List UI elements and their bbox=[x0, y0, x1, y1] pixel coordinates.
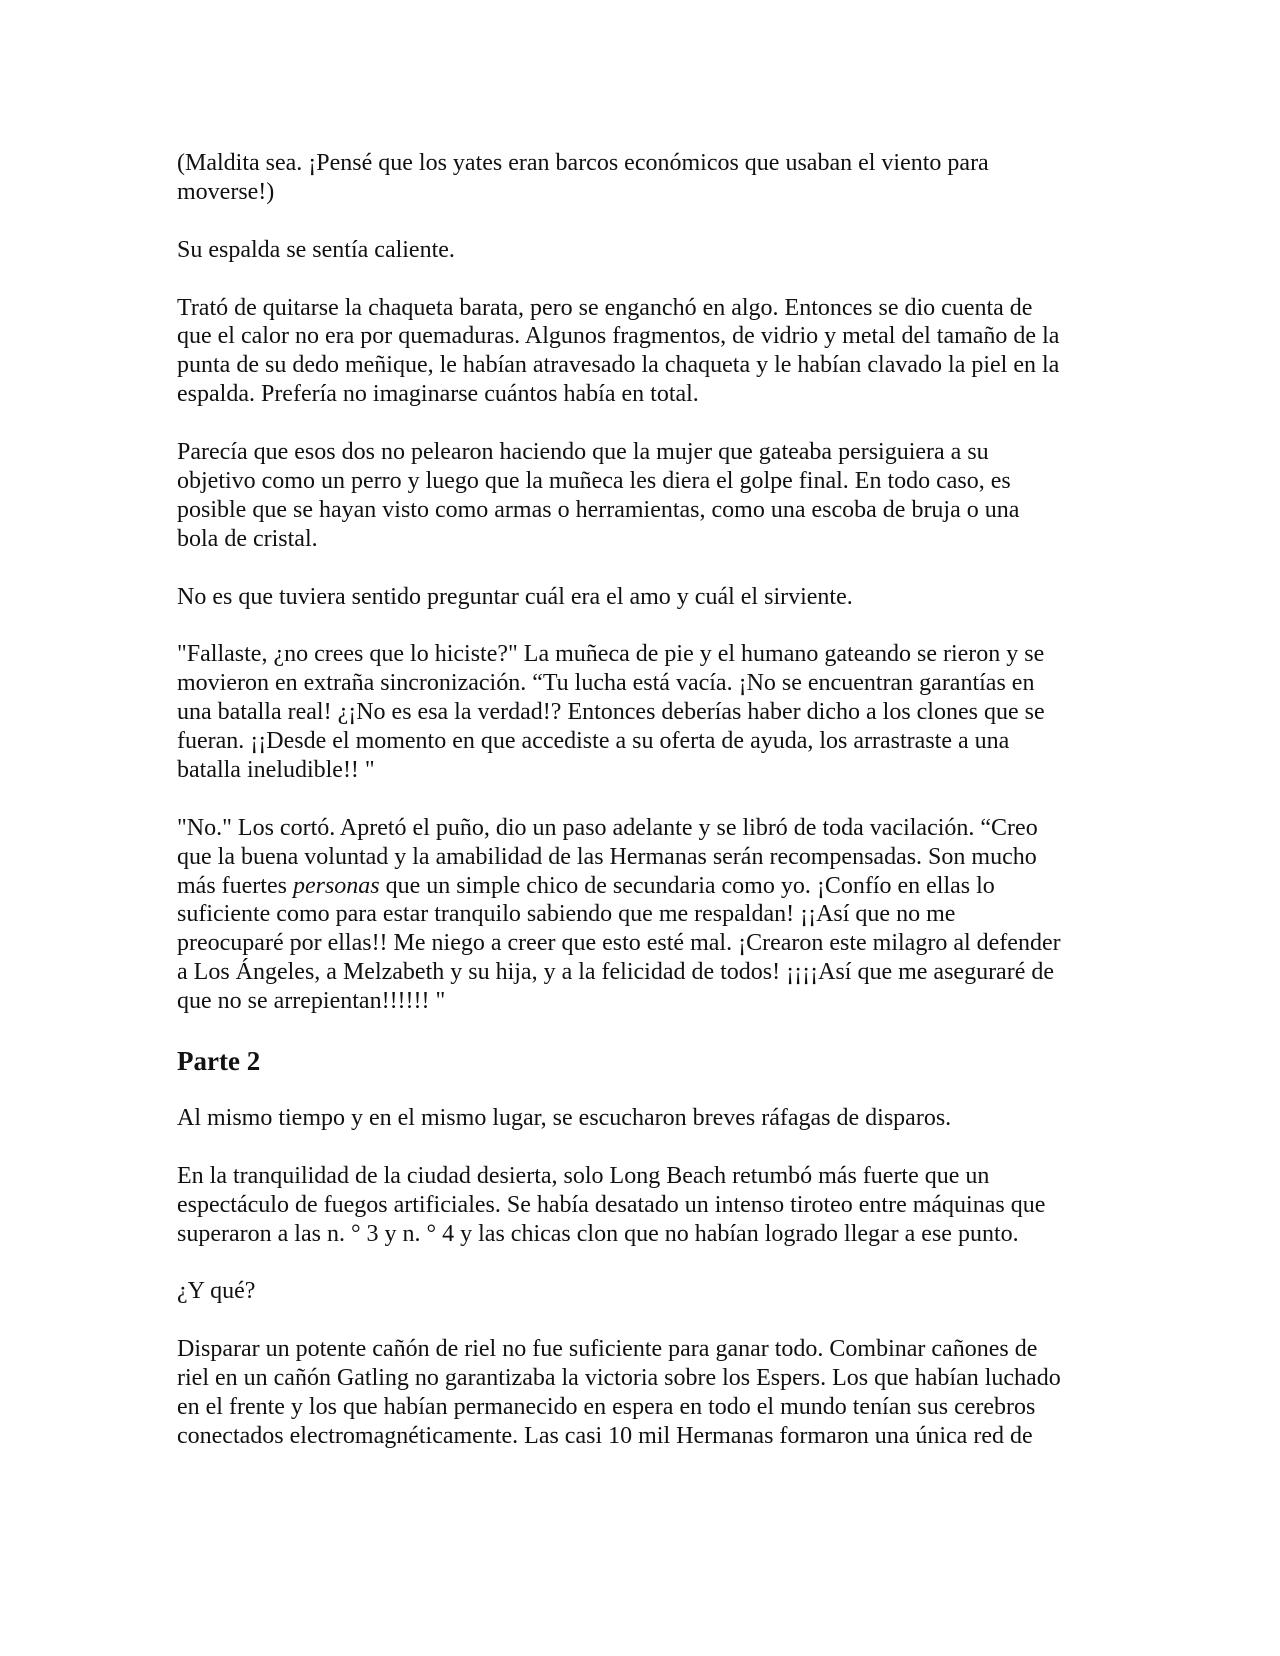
paragraph bbox=[177, 149, 1117, 207]
paragraph bbox=[177, 814, 1117, 1016]
text-line: ¿Y qué? bbox=[177, 1278, 256, 1305]
text-line: que el calor no era por quemaduras. Algunos fragmentos, de vidrio y metal del tamaño de la bbox=[177, 323, 1060, 350]
text-line: batalla ineludible!! " bbox=[177, 756, 375, 783]
text-line: preocuparé por ellas!! Me niego a creer que esto esté mal. ¡Crearon este milagro al defender bbox=[177, 930, 1061, 957]
text-line: Disparar un potente cañón de riel no fue suficiente para ganar todo. Combinar cañones de bbox=[177, 1336, 1038, 1363]
text-line: moverse!) bbox=[177, 178, 275, 205]
paragraph bbox=[177, 294, 1117, 410]
paragraph bbox=[177, 438, 1117, 554]
text-line bbox=[177, 872, 1117, 901]
text-line: suficiente como para estar tranquilo sabiendo que me respaldan! ¡¡Así que no me bbox=[177, 901, 956, 928]
text-line: Al mismo tiempo y en el mismo lugar, se escucharon breves ráfagas de disparos. bbox=[177, 1104, 952, 1131]
text-line: superaron a las n. ° 3 y n. ° 4 y las chicas clon que no habían logrado llegar a ese punto. bbox=[177, 1220, 1019, 1247]
text-line: posible que se hayan visto como armas o herramientas, como una escoba de bruja o una bbox=[177, 496, 1020, 523]
text-line: (Maldita sea. ¡Pensé que los yates eran barcos económicos que usaban el viento para bbox=[177, 150, 989, 176]
paragraph bbox=[177, 1277, 1117, 1306]
text-line: bola de cristal. bbox=[177, 525, 318, 552]
text-line: No es que tuviera sentido preguntar cuál era el amo y cuál el sirviente. bbox=[177, 583, 853, 610]
text-line: espalda. Prefería no imaginarse cuántos había en total. bbox=[177, 381, 699, 408]
paragraphs-before-heading bbox=[177, 149, 1117, 785]
text-line: "Fallaste, ¿no crees que lo hiciste?" La muñeca de pie y el humano gateando se rieron y se bbox=[177, 641, 1045, 668]
text-line: Trató de quitarse la chaqueta barata, pero se enganchó en algo. Entonces se dio cuenta de bbox=[177, 294, 1033, 321]
text-segment: que un simple chico de secundaria como yo. ¡Confío en ellas lo bbox=[379, 872, 995, 899]
paragraph bbox=[177, 1162, 1117, 1249]
text-line: riel en un cañón Gatling no garantizaba la victoria sobre los Espers. Los que habían luchado bbox=[177, 1365, 1061, 1392]
text-line: espectáculo de fuegos artificiales. Se había desatado un intenso tiroteo entre máquinas que bbox=[177, 1191, 1046, 1218]
paragraph bbox=[177, 1335, 1117, 1451]
text-line: fueran. ¡¡Desde el momento en que accediste a su oferta de ayuda, los arrastraste a una bbox=[177, 728, 1010, 755]
document-page bbox=[177, 149, 1117, 1480]
section-heading: Parte 2 bbox=[177, 1045, 261, 1076]
text-line: "No." Los cortó. Apretó el puño, dio un paso adelante y se libró de toda vacilación. “Creo bbox=[177, 814, 1038, 841]
text-line: a Los Ángeles, a Melzabeth y su hija, y a la felicidad de todos! ¡¡¡¡Así que me aseguraré de bbox=[177, 959, 1055, 986]
text-line: una batalla real! ¿¡No es esa la verdad!? Entonces deberías haber dicho a los clones que se bbox=[177, 699, 1045, 726]
text-line: En la tranquilidad de la ciudad desierta, solo Long Beach retumbó más fuerte que un bbox=[177, 1162, 990, 1189]
paragraphs-after-heading bbox=[177, 1104, 1117, 1451]
paragraph bbox=[177, 1104, 1117, 1133]
text-line: en el frente y los que habían permanecido en espera en todo el mundo tenían sus cerebros bbox=[177, 1394, 1036, 1420]
text-line: que la buena voluntad y la amabilidad de las Hermanas serán recompensadas. Son mucho bbox=[177, 843, 1037, 870]
paragraph bbox=[177, 640, 1117, 785]
italic-text: personas bbox=[292, 872, 380, 899]
text-line: Parecía que esos dos no pelearon haciendo que la mujer que gateaba persiguiera a su bbox=[177, 439, 989, 466]
text-line: Su espalda se sentía caliente. bbox=[177, 236, 455, 263]
text-line: conectados electromagnéticamente. Las casi 10 mil Hermanas formaron una única red de bbox=[177, 1422, 1033, 1449]
text-line: objetivo como un perro y luego que la muñeca les diera el golpe final. En todo caso, es bbox=[177, 467, 1011, 494]
paragraph bbox=[177, 583, 1117, 612]
text-line: que no se arrepientan!!!!!! " bbox=[177, 988, 446, 1015]
text-segment: más fuertes bbox=[177, 872, 293, 899]
paragraph bbox=[177, 236, 1117, 265]
text-line: punta de su dedo meñique, le habían atravesado la chaqueta y le habían clavado la piel en la bbox=[177, 352, 1060, 379]
text-line: movieron en extraña sincronización. “Tu lucha está vacía. ¡No se encuentran garantías en bbox=[177, 670, 1035, 697]
